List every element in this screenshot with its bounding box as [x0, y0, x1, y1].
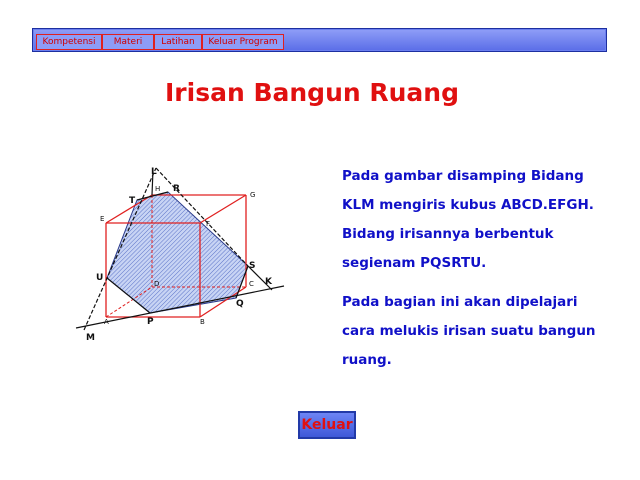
description-line: segienam PQSRTU.	[342, 255, 487, 271]
label-H: H	[155, 185, 161, 193]
label-S: S	[249, 261, 256, 271]
label-C: C	[249, 280, 254, 288]
description-paragraph-1	[342, 162, 602, 278]
page-title: Irisan Bangun Ruang	[165, 78, 459, 107]
exit-button[interactable]: Keluar	[298, 411, 356, 439]
label-F: F	[206, 220, 211, 228]
menu-latihan[interactable]: Latihan	[154, 34, 202, 50]
description-line: KLM mengiris kubus ABCD.EFGH.	[342, 197, 594, 213]
label-R: R	[173, 184, 180, 194]
label-A: A	[104, 318, 109, 326]
label-B: B	[200, 318, 205, 326]
description-line: Bidang irisannya berbentuk	[342, 226, 554, 242]
description-line: Pada gambar disamping Bidang	[342, 168, 584, 184]
label-T: T	[129, 196, 136, 206]
menu-materi[interactable]: Materi	[102, 34, 154, 50]
label-D: D	[154, 280, 160, 288]
label-L: L	[151, 167, 157, 177]
label-Q: Q	[236, 299, 244, 309]
description-paragraph-2	[342, 288, 602, 375]
description-line: Pada bagian ini akan dipelajari	[342, 294, 578, 310]
description-line: cara melukis irisan suatu bangun	[342, 323, 596, 339]
label-U: U	[96, 273, 104, 283]
menu-kompetensi[interactable]: Kompetensi	[36, 34, 102, 50]
edge-FG	[200, 195, 246, 223]
label-E: E	[100, 215, 105, 223]
label-M: M	[86, 333, 95, 343]
label-G: G	[250, 191, 256, 199]
menu-keluar-program[interactable]: Keluar Program	[202, 34, 284, 50]
label-P: P	[147, 317, 154, 327]
label-K: K	[265, 277, 272, 287]
description-line: ruang.	[342, 352, 392, 368]
